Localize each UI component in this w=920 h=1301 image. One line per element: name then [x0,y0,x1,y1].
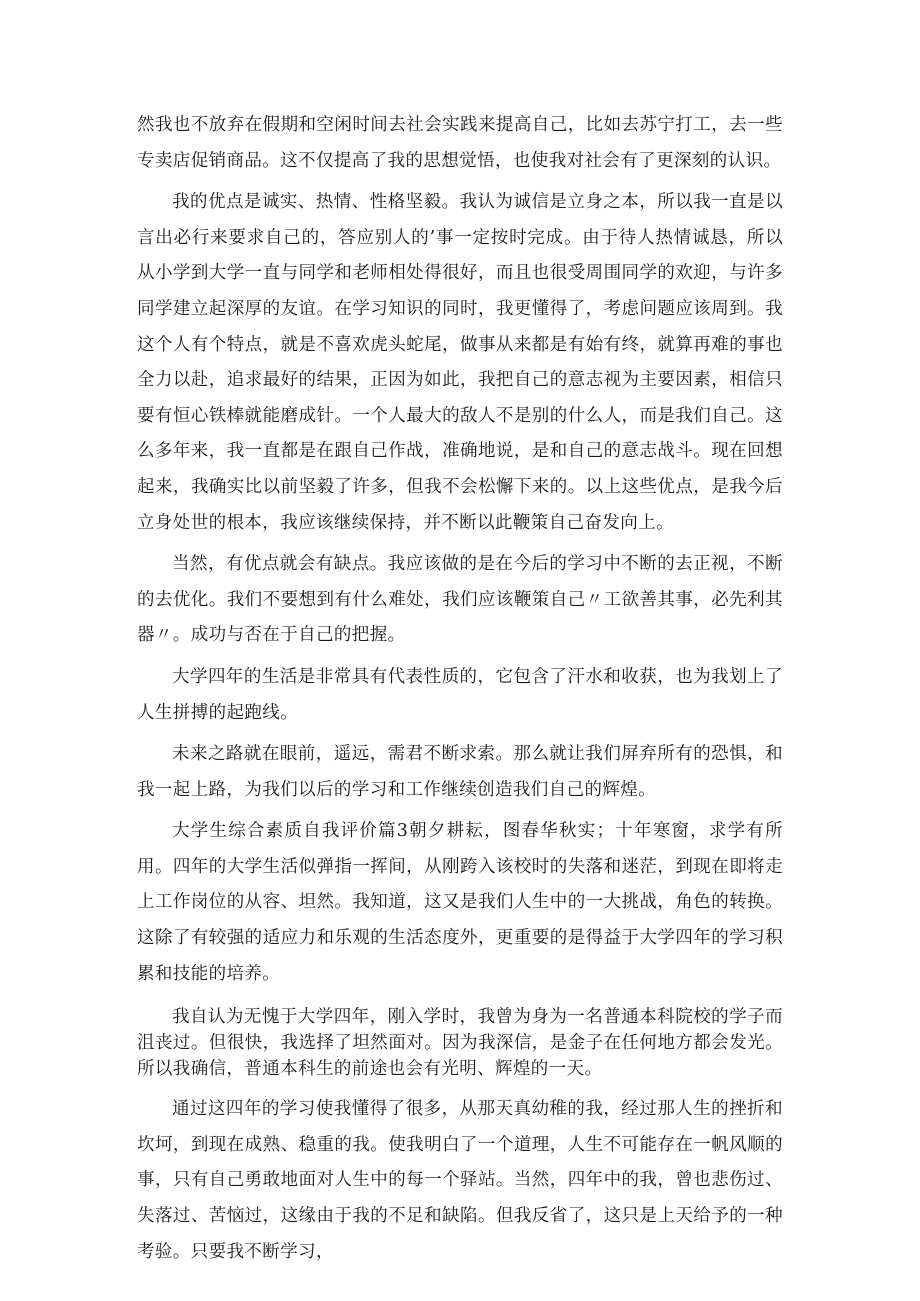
paragraph-3: 当然，有优点就会有缺点。我应该做的是在今后的学习中不断的去正视，不断的去优化。我们不要想到有什么难处，我们应该鞭策自己〃工欲善其事，必先利其器〃。成功与否在于自己的把握。 [137,554,783,646]
paragraph-6: 大学生综合素质自我评价篇3朝夕耕耘，图春华秋实；十年寒窗，求学有所用。四年的大学生活似弹指一挥间，从刚跨入该校时的失落和迷茫，到现在即将走上工作岗位的从容、坦然。我知道，这又是我们人生中的一大挑战，角色的转换。这除了有较强的适应力和乐观的生活态度外，更重要的是得益于大学四年的学习积累和技能的培养。 [137,821,783,984]
paragraph-7: 我自认为无愧于大学四年，刚入学时，我曾为身为一名普通本科院校的学子而沮丧过。但很快，我选择了坦然面对。因为我深信，是金子在任何地方都会发光。所以我确信，普通本科生的前途也会有光明、辉煌的一天。 [137,1007,783,1080]
paragraph-8: 通过这四年的学习使我懂得了很多，从那天真幼稚的我，经过那人生的挫折和坎坷，到现在成熟、稳重的我。使我明白了一个道理，人生不可能存在一帆风顺的事，只有自己勇敢地面对人生中的每一个驿站。当然，四年中的我，曾也悲伤过、失落过、苦恼过，这缘由于我的不足和缺陷。但我反省了，这只是上天给予的一种考验。只要我不断学习， [137,1099,783,1262]
paragraph-2: 我的优点是诚实、热情、性格坚毅。我认为诚信是立身之本，所以我一直是以言出必行来要求自己的，答应别人的’事一定按时完成。由于待人热情诚恳，所以从小学到大学一直与同学和老师相处得很好，而且也很受周围同学的欢迎，与许多同学建立起深厚的友谊。在学习知识的同时，我更懂得了，考虑问题应该周到。我这个人有个特点，就是不喜欢虎头蛇尾，做事从来都是有始有终，就算再难的事也全力以赴，追求最好的结果，正因为如此，我把自己的意志视为主要因素，相信只要有恒心铁棒就能磨成针。一个人最大的敌人不是别的什么人，而是我们自己。这么多年来，我一直都是在跟自己作战，准确地说，是和自己的意志战斗。现在回想起来，我确实比以前坚毅了许多，但我不会松懈下来的。以上这些优点，是我今后立身处世的根本，我应该继续保持，并不断以此鞭策自己奋发向上。 [137,192,783,533]
paragraph-1: 然我也不放弃在假期和空闲时间去社会实践来提高自己，比如去苏宁打工，去一些专卖店促销商品。这不仅提高了我的思想觉悟，也使我对社会有了更深刻的认识。 [137,115,783,171]
document-body [137,108,783,1276]
paragraph-5: 未来之路就在眼前，遥远，需君不断求索。那么就让我们屏弃所有的恐惧，和我一起上路，为我们以后的学习和工作继续创造我们自己的辉煌。 [137,744,783,800]
paragraph-4: 大学四年的生活是非常具有代表性质的，它包含了汗水和收获，也为我划上了人生拼搏的起跑线。 [137,666,783,723]
